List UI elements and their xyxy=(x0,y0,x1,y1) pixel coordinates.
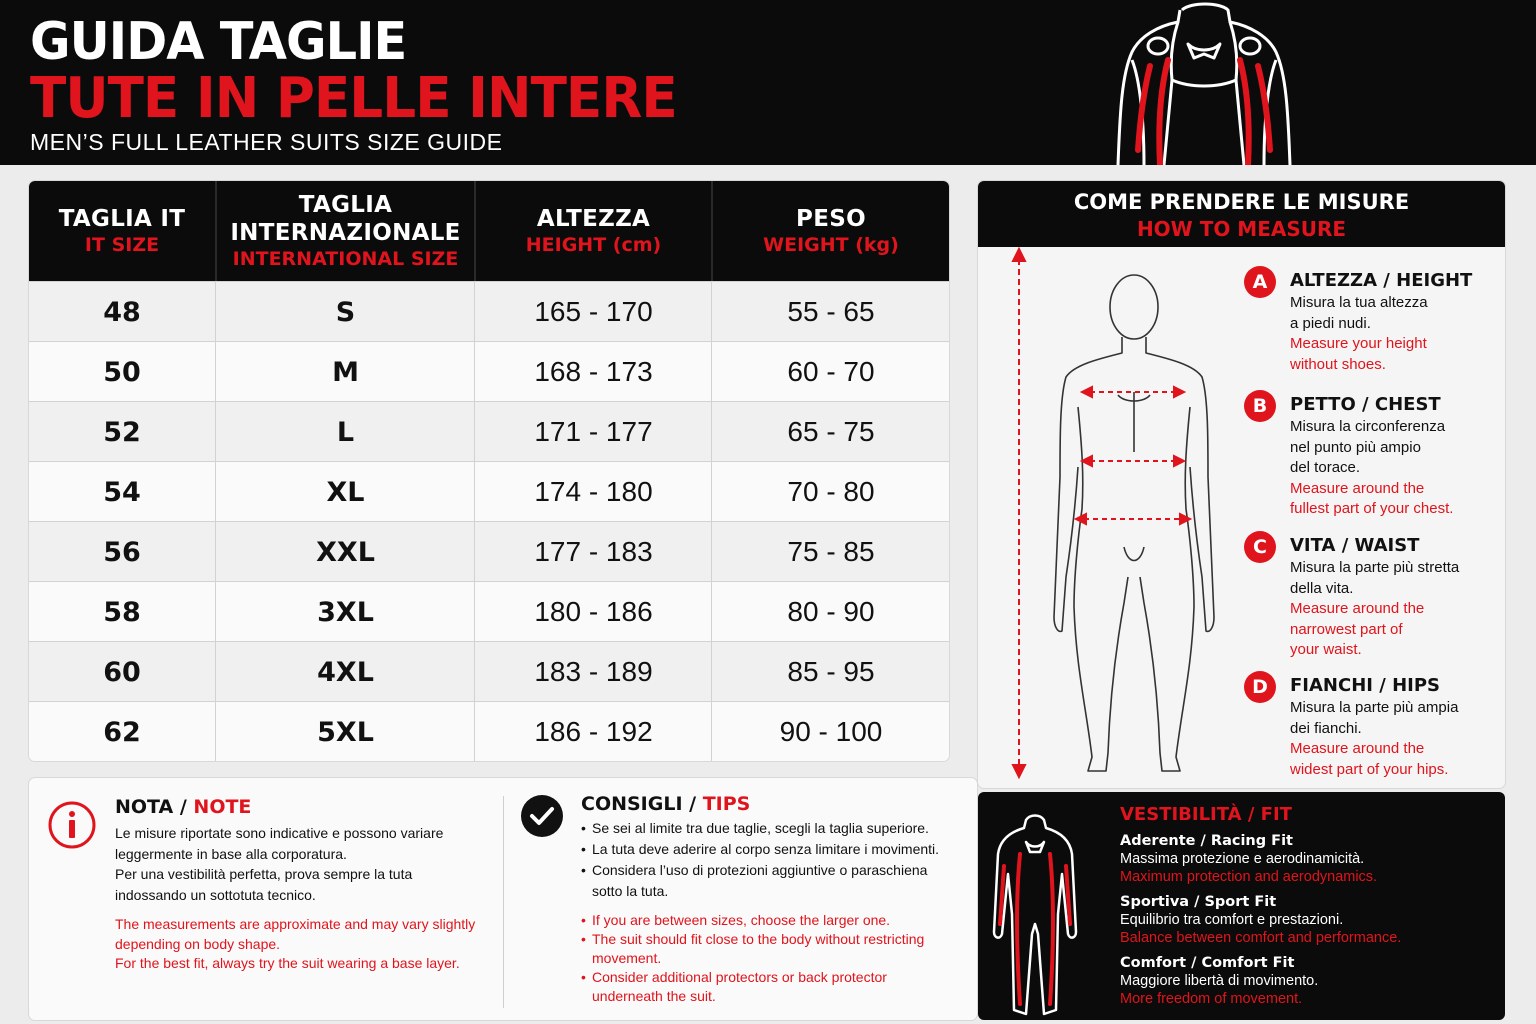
note-title: NOTA / NOTE xyxy=(115,796,252,818)
measure-item-title: ALTEZZA / HEIGHT xyxy=(1290,270,1473,291)
international-size-cell: M xyxy=(332,356,359,388)
check-icon xyxy=(520,794,564,838)
height-cell: 174 - 180 xyxy=(534,476,653,507)
table-row xyxy=(29,341,949,401)
tip-it: • La tuta deve aderire al corpo senza limitare i movimenti. xyxy=(581,839,971,860)
weight-cell: 60 - 70 xyxy=(787,356,875,387)
it-size-cell: 52 xyxy=(103,416,141,448)
measure-letter-badge: A xyxy=(1244,266,1276,298)
it-size-cell: 60 xyxy=(103,656,141,688)
tip-en: • Consider additional protectors or back protector underneath the suit. xyxy=(581,968,971,1006)
tips-title: CONSIGLI / TIPS xyxy=(581,793,751,815)
how-to-measure-panel xyxy=(978,181,1505,788)
measure-item-en: Measure around the narrowest part of your waist. xyxy=(1290,600,1425,658)
measure-item-en: Measure your height without shoes. xyxy=(1290,335,1427,373)
table-header xyxy=(29,181,949,281)
measure-title-en: HOW TO MEASURE xyxy=(1136,217,1347,241)
international-size-cell: XXL xyxy=(316,536,375,568)
height-cell: 183 - 189 xyxy=(534,656,653,687)
leather-suit-icon xyxy=(1110,0,1300,165)
table-row xyxy=(29,641,949,701)
international-size-cell: XL xyxy=(326,476,365,508)
measure-item-it: Misura la tua altezza a piedi nudi. xyxy=(1290,294,1428,332)
table-row xyxy=(29,581,949,641)
it-size-cell: 62 xyxy=(103,716,141,748)
tip-en: • If you are between sizes, choose the larger one. xyxy=(581,911,971,930)
header-height: ALTEZZA HEIGHT (cm) xyxy=(525,206,662,256)
table-row xyxy=(29,521,949,581)
measure-item-it: Misura la parte più stretta della vita. xyxy=(1290,559,1460,597)
tip-it: • Se sei al limite tra due taglie, scegli la taglia superiore. xyxy=(581,818,971,839)
international-size-cell: 4XL xyxy=(317,656,374,688)
height-cell: 171 - 177 xyxy=(534,416,653,447)
measure-item-en: Measure around the fullest part of your chest. xyxy=(1290,479,1454,517)
international-size-cell: L xyxy=(336,416,355,448)
it-size-cell: 50 xyxy=(103,356,141,388)
note-text-en: The measurements are approximate and may vary slightly depending on body shape. For the best fit, always try the suit wearing a base layer. xyxy=(115,916,476,971)
table-row xyxy=(29,281,949,341)
measure-title: COME PRENDERE LE MISURE xyxy=(1073,190,1410,214)
header-international-size: TAGLIA INTERNAZIONALE INTERNATIONAL SIZE xyxy=(230,192,461,270)
fit-item-sport: Sportiva / Sport Fit Equilibrio tra comfort e prestazioni. Balance between comfort and performance. xyxy=(1120,894,1402,946)
it-size-cell: 48 xyxy=(103,296,141,328)
measure-item-it: Misura la circonferenza nel punto più ampio del torace. xyxy=(1290,418,1446,476)
measure-item-title: FIANCHI / HIPS xyxy=(1290,675,1440,696)
weight-cell: 65 - 75 xyxy=(787,416,875,447)
header-weight: PESO WEIGHT (kg) xyxy=(763,206,899,256)
size-table xyxy=(29,181,949,761)
tips-list-en xyxy=(581,911,971,1006)
tip-it: • Considera l’uso di protezioni aggiuntive o paraschiena sotto la tuta. xyxy=(581,860,971,902)
it-size-cell: 58 xyxy=(103,596,141,628)
height-cell: 165 - 170 xyxy=(534,296,653,327)
height-cell: 168 - 173 xyxy=(534,356,653,387)
measure-letter-badge: B xyxy=(1244,390,1276,422)
international-size-cell: S xyxy=(335,296,356,328)
weight-cell: 85 - 95 xyxy=(787,656,875,687)
weight-cell: 75 - 85 xyxy=(787,536,875,567)
fit-item-comfort: Comfort / Comfort Fit Maggiore libertà di movimento. More freedom of movement. xyxy=(1120,955,1319,1007)
fit-title: VESTIBILITÀ / FIT xyxy=(1120,804,1292,825)
it-size-cell: 56 xyxy=(103,536,141,568)
body-outline-icon xyxy=(978,247,1238,788)
notes-panel xyxy=(29,778,977,1020)
weight-cell: 55 - 65 xyxy=(787,296,875,327)
table-row xyxy=(29,461,949,521)
tip-en: • The suit should fit close to the body without restricting movement. xyxy=(581,930,971,968)
measure-letter-badge: D xyxy=(1244,671,1276,703)
note-text-it: Le misure riportate sono indicative e possono variare leggermente in base alla corporatura. Per una vestibilità perfetta, prova sempre la tuta indossando un sottotuta tecnico. xyxy=(115,825,444,903)
height-cell: 177 - 183 xyxy=(534,536,653,567)
measure-item-title: VITA / WAIST xyxy=(1290,535,1420,556)
it-size-cell: 54 xyxy=(103,476,141,508)
table-row xyxy=(29,701,949,761)
notes-divider xyxy=(503,796,504,1008)
info-icon xyxy=(47,800,97,850)
weight-cell: 80 - 90 xyxy=(787,596,875,627)
measure-item-title: PETTO / CHEST xyxy=(1290,394,1441,415)
page-english-title: MEN’S FULL LEATHER SUITS SIZE GUIDE xyxy=(30,129,503,155)
leather-suit-icon xyxy=(990,814,1080,1022)
header-it-size: TAGLIA IT IT SIZE xyxy=(58,206,186,256)
international-size-cell: 5XL xyxy=(317,716,374,748)
header xyxy=(0,0,1536,165)
weight-cell: 70 - 80 xyxy=(787,476,875,507)
page-subtitle: TUTE IN PELLE INTERE xyxy=(30,66,677,131)
weight-cell: 90 - 100 xyxy=(779,716,883,747)
page-title: GUIDA TAGLIE xyxy=(30,12,407,72)
measure-letter-badge: C xyxy=(1244,531,1276,563)
fit-item-racing: Aderente / Racing Fit Massima protezione e aerodinamicità. Maximum protection and aerodynamics. xyxy=(1120,833,1378,885)
height-cell: 180 - 186 xyxy=(534,596,653,627)
tips-list-it xyxy=(581,818,971,902)
fit-panel xyxy=(978,792,1505,1020)
height-cell: 186 - 192 xyxy=(534,716,653,747)
international-size-cell: 3XL xyxy=(317,596,374,628)
table-row xyxy=(29,401,949,461)
measure-item-it: Misura la parte più ampia dei fianchi. xyxy=(1290,699,1459,737)
measure-item-en: Measure around the widest part of your hips. xyxy=(1290,740,1449,778)
measure-header xyxy=(978,181,1505,247)
